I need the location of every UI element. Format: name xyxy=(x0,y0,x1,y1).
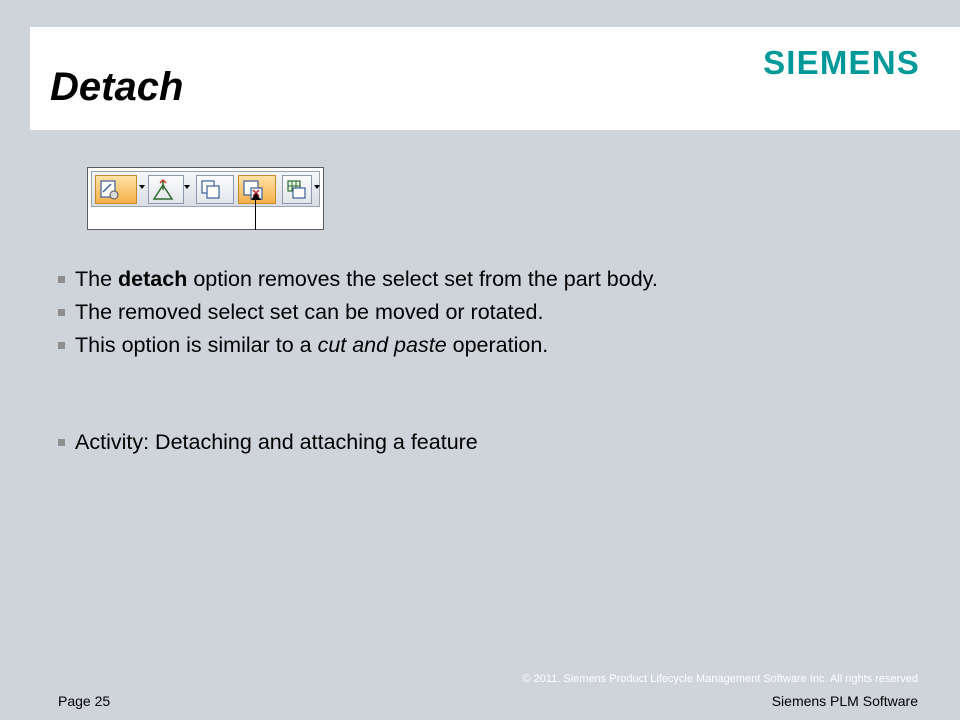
select-tool-dropdown-icon[interactable] xyxy=(139,185,145,189)
bullet-text-part: This option is similar to a xyxy=(75,333,318,357)
bullet-text xyxy=(75,332,548,358)
select-tool-button[interactable] xyxy=(95,175,137,204)
bullet-text-part: option removes the select set from the part body. xyxy=(187,267,658,291)
bullet-text-bold: detach xyxy=(118,267,188,291)
copyright-notice: © 2011. Siemens Product Lifecycle Management Software Inc. All rights reserved xyxy=(522,673,918,685)
footer-brand: Siemens PLM Software xyxy=(771,693,918,709)
bullet-square-icon xyxy=(58,276,65,283)
attach-dropdown-icon[interactable] xyxy=(314,185,320,189)
bullet-text-part: The xyxy=(75,267,119,291)
bullet-text xyxy=(75,266,658,292)
attach-grid-icon xyxy=(285,178,309,202)
shape-tool-button[interactable] xyxy=(148,175,184,204)
attach-button[interactable] xyxy=(282,175,312,204)
bullet-square-icon xyxy=(58,309,65,316)
triangle-shape-icon xyxy=(151,178,175,202)
siemens-logo: SIEMENS xyxy=(763,44,920,81)
bullet-text: Activity: Detaching and attaching a feature xyxy=(75,430,478,454)
callout-arrow-head-icon xyxy=(251,193,261,200)
bullet-text-part: operation. xyxy=(446,333,549,357)
bullet-text-italic: cut and paste xyxy=(317,333,447,357)
copy-select-set-icon xyxy=(199,178,223,202)
select-tool-icon xyxy=(98,178,122,202)
header-bar xyxy=(30,27,960,130)
copy-select-set-button[interactable] xyxy=(196,175,234,204)
bullet-text: The removed select set can be moved or rotated. xyxy=(75,300,544,324)
bullet-square-icon xyxy=(58,342,65,349)
callout-arrow-line xyxy=(255,197,256,230)
slide-title: Detach xyxy=(50,65,184,109)
bullet-square-icon xyxy=(58,439,65,446)
toolbar xyxy=(91,171,320,207)
shape-tool-dropdown-icon[interactable] xyxy=(184,185,190,189)
toolbar-screenshot xyxy=(87,167,324,230)
page-number: Page 25 xyxy=(58,693,111,709)
